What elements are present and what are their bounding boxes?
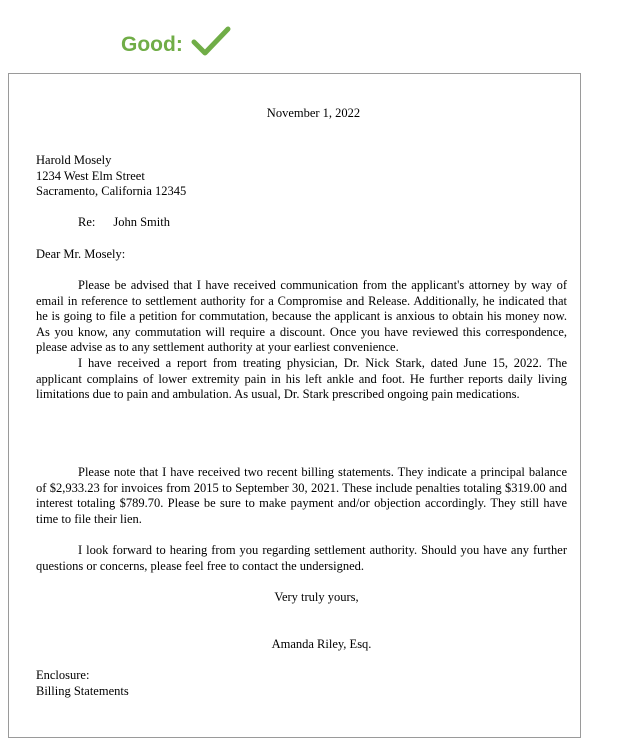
paragraph-1: Please be advised that I have received communication from the applicant's attorney by way of email in reference to settlement authority for a Compromise and Release. Additionally, he indicated that he is going to file a petition for commutation, because the applicant is anxious to obtain his money now. As you know, any commutation will require a discount. Once you have reviewed this correspondence, please advise as to any settlement authority at your earliest convenience. [36,278,567,355]
recipient-name: Harold Mosely [36,153,112,167]
signature: Amanda Riley, Esq. [271,637,372,651]
enclosure-label: Enclosure: [36,668,90,682]
letter-date: November 1, 2022 [266,106,361,120]
re-line [78,215,170,231]
good-label [121,31,231,57]
paragraph-4: I look forward to hearing from you regarding settlement authority. Should you have any further questions or concerns, please feel free to contact the undersigned. [36,543,567,573]
recipient-street: 1234 West Elm Street [36,168,145,183]
re-value: John Smith [113,215,170,229]
good-label-text: Good: [121,32,183,56]
re-label: Re: [78,215,96,229]
letter-page [8,73,581,738]
salutation: Dear Mr. Mosely: [36,247,126,261]
recipient-address [36,153,186,200]
paragraph-3: Please note that I have received two recent billing statements. They indicate a principal balance of $2,933.23 for invoices from 2015 to September 30, 2021. These include penalties totaling $319.00 and interest totaling $789.70. Please be sure to make payment and/or objection accordingly. They still have time to file their lien. [36,465,567,526]
checkmark-icon [191,25,231,57]
recipient-city: Sacramento, California 12345 [36,184,187,199]
enclosure [36,668,129,699]
paragraph-2: I have received a report from treating physician, Dr. Nick Stark, dated June 15, 2022. The applicant complains of lower extremity pain in his left ankle and foot. He further reports daily living limitations due to pain and ambulation. As usual, Dr. Stark prescribed ongoing pain medications. [36,356,567,402]
enclosure-item: Billing Statements [36,683,129,698]
closing: Very truly yours, [274,590,359,604]
